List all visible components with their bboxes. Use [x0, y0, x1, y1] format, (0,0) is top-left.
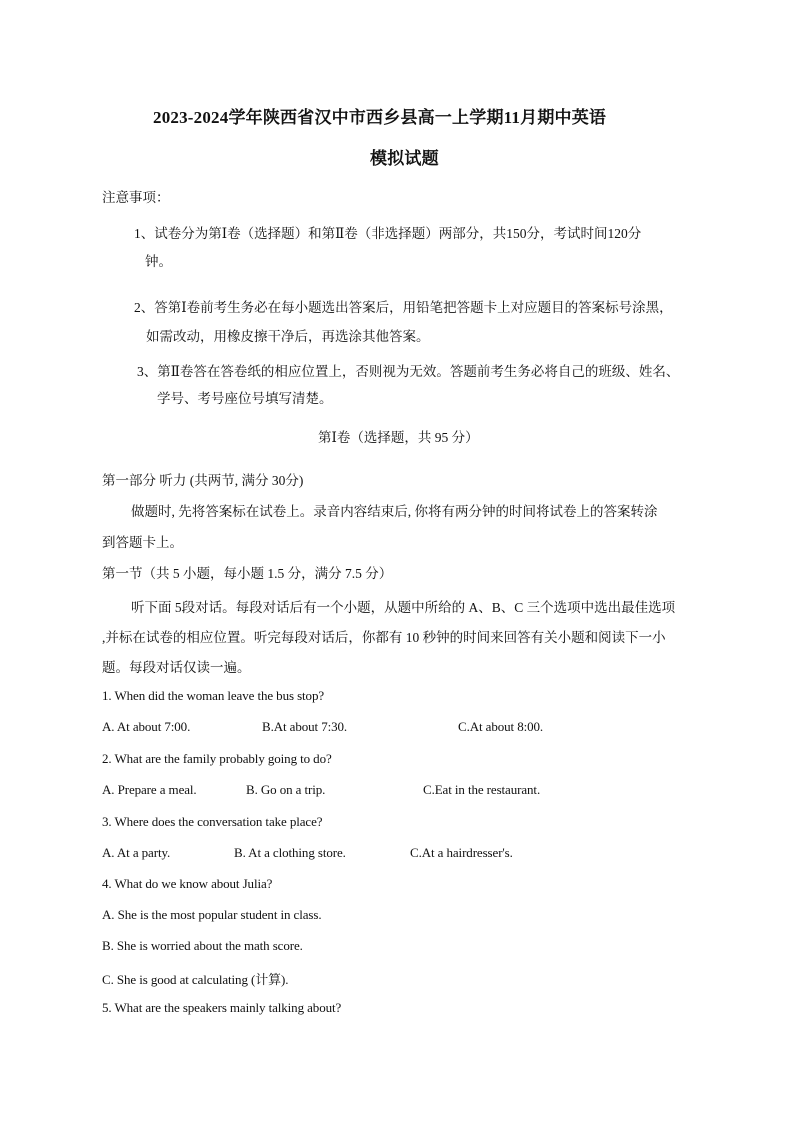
question-5: 5. What are the speakers mainly talking about? [102, 1000, 342, 1015]
notice-item-1-line1: 1、试卷分为第Ⅰ卷（选择题）和第Ⅱ卷（非选择题）两部分，共150分，考试时间120分 [134, 226, 642, 241]
notice-heading: 注意事项： [102, 190, 170, 205]
question-4-option-b: B. She is worried about the math score. [102, 938, 303, 953]
question-4-option-a: A. She is the most popular student in class. [102, 907, 322, 922]
notice-item-1-line2: 钟。 [145, 254, 172, 269]
exam-title-line1: 2023-2024学年陕西省汉中市西乡县高一上学期11月期中英语 [153, 108, 607, 127]
notice-item-2-line1: 2、答第Ⅰ卷前考生务必在每小题选出答案后，用铅笔把答题卡上对应题目的答案标号涂黑， [134, 300, 673, 315]
volume1-heading: 第Ⅰ卷（选择题，共 95 分） [318, 430, 479, 445]
notice-item-2-line2: 如需改动，用橡皮擦干净后，再选涂其他答案。 [146, 329, 430, 344]
question-3-option-a: A. At a party. [102, 845, 171, 860]
question-2: 2. What are the family probably going to do? [102, 751, 332, 766]
part1-heading: 第一部分 听力 (共两节, 满分 30分) [102, 473, 304, 488]
notice-item-3-line1: 3、第Ⅱ卷答在答卷纸的相应位置上，否则视为无效。答题前考生务必将自己的班级、姓名、 [137, 364, 680, 379]
question-2-option-a: A. Prepare a meal. [102, 782, 197, 797]
question-1-option-c: C.At about 8:00. [458, 719, 544, 734]
section1-instruction-line3: 题。每段对话仅读一遍。 [102, 660, 251, 675]
question-2-option-c: C.Eat in the restaurant. [423, 782, 541, 797]
question-2-option-b: B. Go on a trip. [246, 782, 326, 797]
question-1-option-a: A. At about 7:00. [102, 719, 191, 734]
part1-instruction-line1: 做题时, 先将答案标在试卷上。录音内容结束后, 你将有两分钟的时间将试卷上的答案转涂 [131, 504, 658, 519]
exam-title-line2: 模拟试题 [370, 149, 439, 168]
question-1: 1. When did the woman leave the bus stop? [102, 688, 325, 703]
notice-item-3-line2: 学号、考号座位号填写清楚。 [157, 391, 333, 406]
question-4-option-c: C. She is good at calculating (计算). [102, 972, 289, 987]
question-1-option-b: B.At about 7:30. [262, 719, 348, 734]
section1-instruction-line1: 听下面 5段对话。每段对话后有一个小题，从题中所给的 A、B、C 三个选项中选出最佳选项 [131, 600, 676, 615]
question-3: 3. Where does the conversation take place? [102, 814, 323, 829]
part1-instruction-line2: 到答题卡上。 [102, 535, 183, 550]
question-3-option-c: C.At a hairdresser's. [410, 845, 513, 860]
question-4: 4. What do we know about Julia? [102, 876, 273, 891]
section1-instruction-line2: ,并标在试卷的相应位置。听完每段对话后，你都有 10 秒钟的时间来回答有关小题和阅读下一小 [102, 630, 666, 645]
section1-heading: 第一节（共 5 小题，每小题 1.5 分，满分 7.5 分） [102, 566, 393, 581]
question-3-option-b: B. At a clothing store. [234, 845, 346, 860]
